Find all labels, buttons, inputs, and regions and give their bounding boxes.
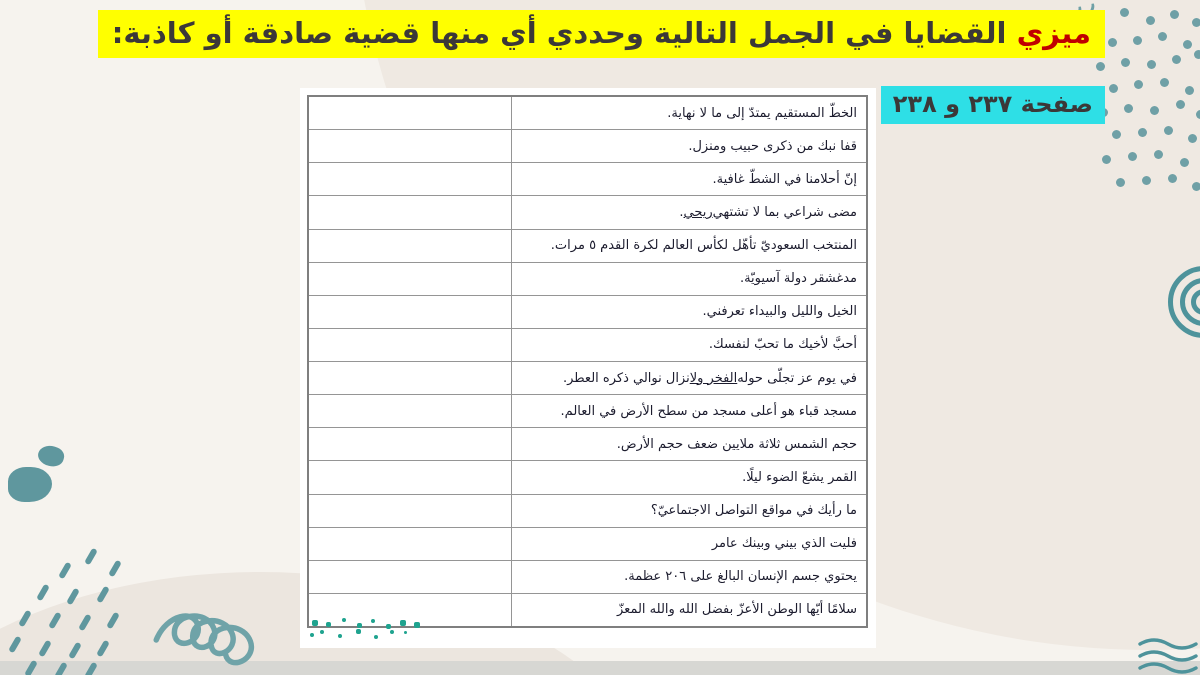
sentence-cell	[511, 230, 866, 262]
sentence-cell	[511, 461, 866, 493]
sentence-text: فليت الذي بيني وبينك عامر	[711, 536, 857, 552]
answer-cell	[309, 97, 511, 129]
table-row	[309, 395, 866, 428]
table-row	[309, 461, 866, 494]
sentence-text: إنّ أحلامنا في الشطّ غافية.	[712, 171, 857, 187]
sentence-cell	[511, 395, 866, 427]
answer-cell	[309, 528, 511, 560]
sentence-cell	[511, 296, 866, 328]
sentence-text: نزال نوالي ذكره العطر.	[562, 370, 690, 386]
table-row	[309, 263, 866, 296]
sentence-text: سلامًا أيّها الوطن الأعزّ بفضل الله والله المعزّ	[617, 602, 857, 618]
answer-cell	[309, 362, 511, 394]
answer-cell	[309, 428, 511, 460]
dash-icon	[36, 584, 50, 602]
blob-icon	[8, 467, 52, 502]
table-row	[309, 196, 866, 229]
sentence-text: المنتخب السعوديّ تأهّل لكأس العالم لكرة القدم ٥ مرات.	[550, 238, 857, 254]
answer-cell	[309, 329, 511, 361]
sentence-text: القمر يشعّ الضوء ليلًا.	[742, 469, 857, 485]
sentence-cell	[511, 428, 866, 460]
sentence-table	[307, 95, 868, 628]
table-row	[309, 528, 866, 561]
table-row	[309, 561, 866, 594]
sentence-text: الخيل والليل والبيداء تعرفني.	[702, 304, 857, 320]
answer-cell	[309, 263, 511, 295]
sentence-cell	[511, 528, 866, 560]
sentence-text: مسجد قباء هو أعلى مسجد من سطح الأرض في العالم.	[560, 403, 857, 419]
background-bottom-strip	[0, 661, 1200, 675]
sentence-text: الخطّ المستقيم يمتدّ إلى ما لا نهاية.	[667, 105, 857, 121]
table-row	[309, 329, 866, 362]
sentence-text: حجم الشمس ثلاثة ملايين ضعف حجم الأرض.	[616, 436, 857, 452]
answer-cell	[309, 130, 511, 162]
page-reference: صفحة ٢٣٧ و ٢٣٨	[881, 86, 1105, 124]
answer-cell	[309, 594, 511, 626]
answer-cell	[309, 196, 511, 228]
sentence-cell	[511, 130, 866, 162]
sentence-text: مضى شراعي بما لا تشتهي	[712, 204, 857, 220]
sentence-text: .	[679, 204, 684, 220]
answer-cell	[309, 561, 511, 593]
title-rest: القضايا في الجمل التالية وحددي أي منها قضية صادقة أو كاذبة:	[111, 16, 1017, 50]
answer-cell	[309, 230, 511, 262]
blob-icon	[36, 443, 66, 469]
answer-cell	[309, 163, 511, 195]
sentence-cell	[511, 163, 866, 195]
dash-icon	[108, 560, 122, 578]
sentence-underlined-text: ريحي	[683, 204, 713, 220]
answer-cell	[309, 461, 511, 493]
answer-cell	[309, 296, 511, 328]
table-panel	[300, 88, 876, 648]
sentence-cell	[511, 329, 866, 361]
sentence-cell	[511, 561, 866, 593]
sentence-cell	[511, 97, 866, 129]
sentence-text: أحبَّ لأخيك ما تحبّ لنفسك.	[708, 337, 857, 353]
sentence-cell	[511, 594, 866, 626]
title-first-word: ميزي	[1016, 16, 1091, 50]
sentence-text: مدغشقر دولة آسيويّة.	[739, 271, 857, 287]
sentence-cell	[511, 263, 866, 295]
table-row	[309, 230, 866, 263]
sentence-cell	[511, 196, 866, 228]
sentence-text: ما رأيك في مواقع التواصل الاجتماعيّ؟	[650, 503, 857, 519]
answer-cell	[309, 395, 511, 427]
table-row	[309, 97, 866, 130]
table-row	[309, 362, 866, 395]
dash-icon	[58, 562, 72, 580]
table-row	[309, 130, 866, 163]
dash-icon	[84, 548, 98, 566]
table-row	[309, 495, 866, 528]
sentence-cell	[511, 362, 866, 394]
sentence-text: في يوم عز تجلّى حوله	[737, 370, 857, 386]
table-row	[309, 163, 866, 196]
sentence-underlined-text: الفخر ولا	[689, 370, 738, 386]
sentence-cell	[511, 495, 866, 527]
sentence-text: قفا نبك من ذكرى حبيب ومنزل.	[688, 138, 857, 154]
table-row	[309, 594, 866, 626]
table-row	[309, 296, 866, 329]
table-row	[309, 428, 866, 461]
page-title	[98, 10, 1105, 58]
answer-cell	[309, 495, 511, 527]
sentence-text: يحتوي جسم الإنسان البالغ على ٢٠٦ عظمة.	[624, 569, 857, 585]
